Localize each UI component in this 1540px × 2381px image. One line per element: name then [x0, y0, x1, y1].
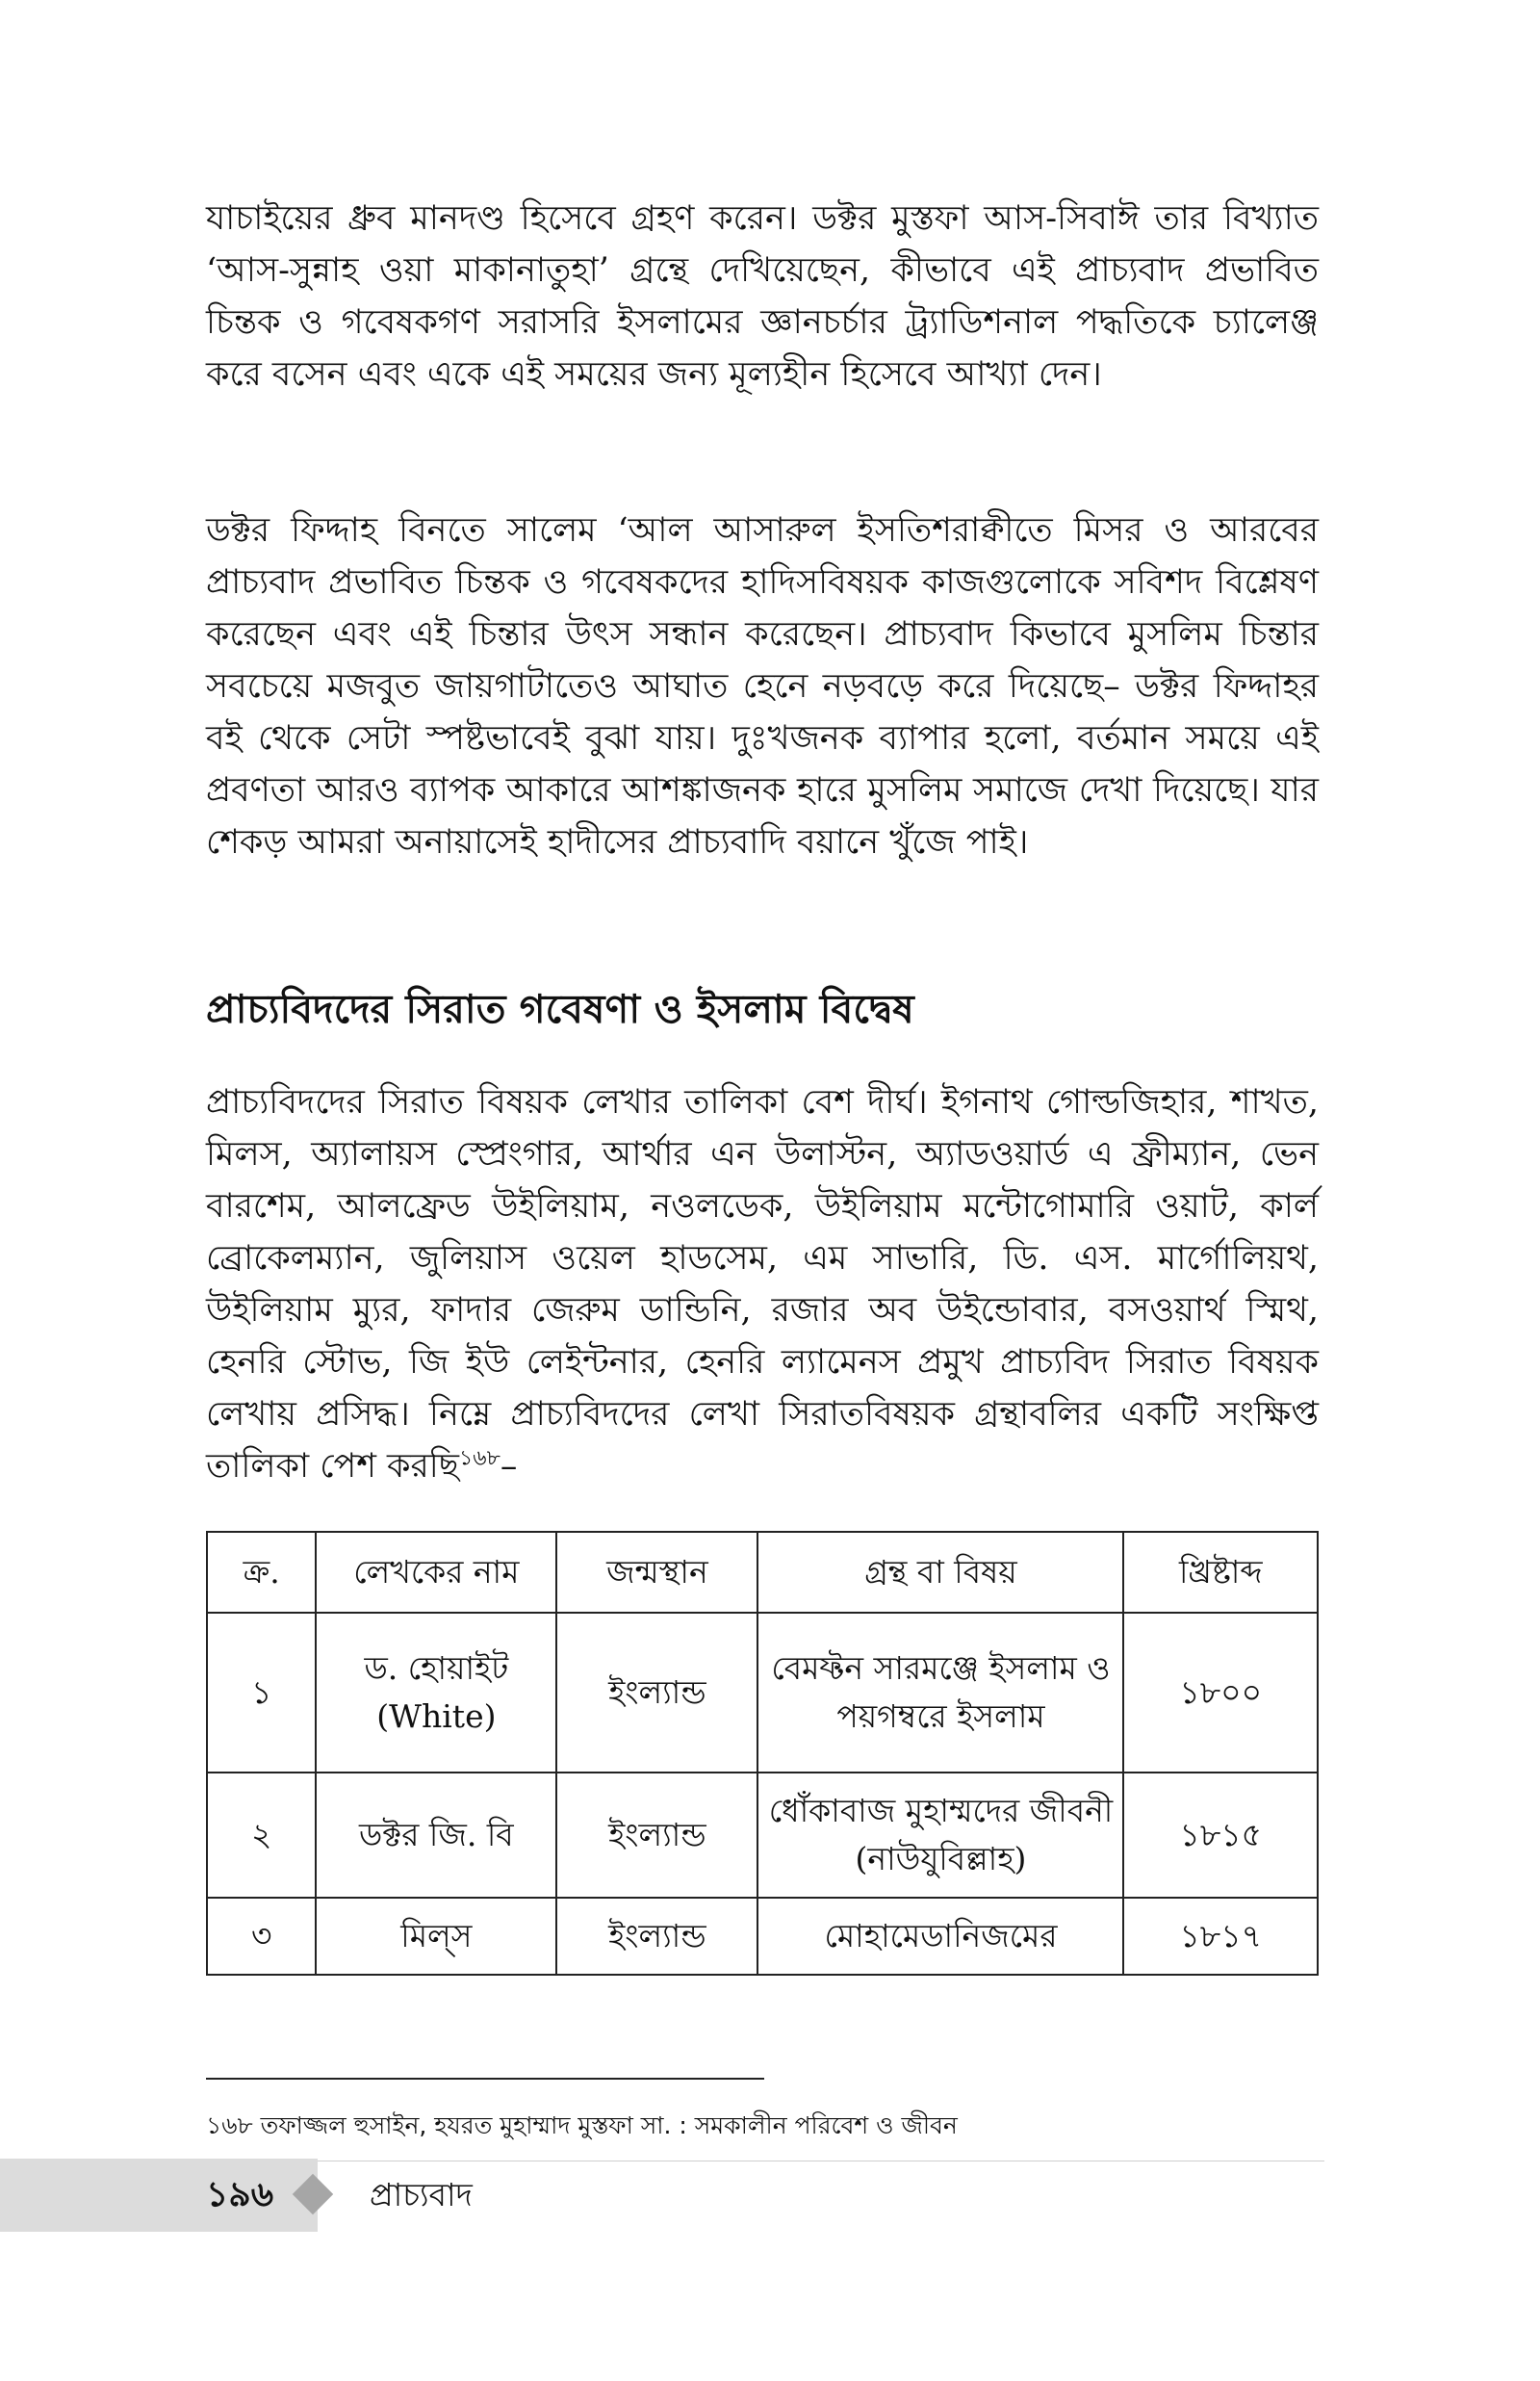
body-paragraph: ডক্টর ফিদ্দাহ বিনতে সালেম ‘আল আসারুল ইসতিশরাক্বীতে মিসর ও আরবের প্রাচ্যবাদ প্রভাবিত চিন্তক ও গবেষকদের হাদিসবিষয়ক কাজগুলোকে সবিশদ বিশ্লেষণ করেছেন এবং এই চিন্তার উৎস সন্ধান করেছেন। প্রাচ্যবাদ কিভাবে মুসলিম চিন্তার সবচেয়ে মজবুত জায়গাটাতেও আঘাত হেনে নড়বড়ে করে দিয়েছে– ডক্টর ফিদ্দাহর বই থেকে সেটা স্পষ্টভাবেই বুঝা যায়। দুঃখজনক ব্যাপার হলো, বর্তমান সময়ে এই প্রবণতা আরও ব্যাপক আকারে আশঙ্কাজনক হারে মুসলিম সমাজে দেখা দিয়েছে। যার শেকড় আমরা অনায়াসেই হাদীসের প্রাচ্যবাদি বয়ানে খুঁজে পাই। — [206, 511, 1319, 862]
author-name: ড. হোয়াইট — [364, 1649, 509, 1687]
running-title: প্রাচ্যবাদ — [370, 2176, 473, 2213]
header-book: গ্রন্থ বা বিষয় — [757, 1532, 1123, 1613]
paragraph-dash: – — [500, 1447, 518, 1486]
header-year: খ্রিষ্টাব্দ — [1123, 1532, 1318, 1613]
cell-author — [316, 1613, 556, 1773]
author-name-english: (White) — [376, 1697, 497, 1735]
footnote-text: ১৬৮ তফাজ্জল হুসাইন, হযরত মুহাম্মাদ মুস্তফা সা. : সমকালীন পরিবেশ ও জীবন — [206, 2111, 958, 2139]
cell-author: মিল্‌স — [316, 1898, 556, 1975]
cell-serial: ২ — [207, 1773, 316, 1898]
header-author: লেখকের নাম — [316, 1532, 556, 1613]
body-paragraph: যাচাইয়ের ধ্রুব মানদণ্ড হিসেবে গ্রহণ করেন। ডক্টর মুস্তফা আস-সিবাঈ তার বিখ্যাত ‘আস-সুন্নাহ ওয়া মাকানাতুহা’ গ্রন্থে দেখিয়েছেন, কীভাবে এই প্রাচ্যবাদ প্রভাবিত চিন্তক ও গবেষকগণ সরাসরি ইসলামের জ্ঞানচর্চার ট্র্যাডিশনাল পদ্ধতিকে চ্যালেঞ্জ করে বসেন এবং একে এই সময়ের জন্য মূল্যহীন হিসেবে আখ্যা দেন। — [206, 199, 1319, 394]
cell-year: ১৮০০ — [1123, 1613, 1318, 1773]
cell-year: ১৮১৭ — [1123, 1898, 1318, 1975]
cell-birthplace: ইংল্যান্ড — [556, 1898, 757, 1975]
header-birthplace: জন্মস্থান — [556, 1532, 757, 1613]
orientalist-books-table — [206, 1531, 1319, 1976]
cell-serial: ৩ — [207, 1898, 316, 1975]
table-row — [207, 1773, 1318, 1898]
cell-serial: ১ — [207, 1613, 316, 1773]
body-paragraph — [206, 1076, 1319, 1492]
header-serial: ক্র. — [207, 1532, 316, 1613]
table-header-row — [207, 1532, 1318, 1613]
table-row — [207, 1613, 1318, 1773]
cell-book: মোহামেডানিজমের — [757, 1898, 1123, 1975]
cell-book: বেমফ্টন সারমঞ্জে ইসলাম ও পয়গম্বরে ইসলাম — [757, 1613, 1123, 1773]
table-row — [207, 1898, 1318, 1975]
cell-book: ধোঁকাবাজ মুহাম্মদের জীবনী (নাউযুবিল্লাহ) — [757, 1773, 1123, 1898]
cell-author: ডক্টর জি. বি — [316, 1773, 556, 1898]
cell-birthplace: ইংল্যান্ড — [556, 1773, 757, 1898]
page-number: ১৯৬ — [206, 2175, 274, 2214]
cell-birthplace: ইংল্যান্ড — [556, 1613, 757, 1773]
footnote-divider — [206, 2078, 764, 2080]
paragraph-text: প্রাচ্যবিদদের সিরাত বিষয়ক লেখার তালিকা বেশ দীর্ঘ। ইগনাথ গোল্ডজিহার, শাখত, মিলস, অ্যালায়স স্প্রেংগার, আর্থার এন উলাস্টন, অ্যাডওয়ার্ড এ ফ্রীম্যান, ভেন বারশেম, আলফ্রেড উইলিয়াম, নওলডেক, উইলিয়াম মন্টোগোমারি ওয়াট, কার্ল ব্রোকেলম্যান, জুলিয়াস ওয়েল হাডসেম, এম সাভারি, ডি. এস. মার্গোলিয়থ, উইলিয়াম ম্যুর, ফাদার জেরুম ডান্ডিনি, রজার অব উইন্ডোবার, বসওয়ার্থ স্মিথ, হেনরি স্টোভ, জি ইউ লেইন্টনার, হেনরি ল্যামেনস প্রমুখ প্রাচ্যবিদ সিরাত বিষয়ক লেখায় প্রসিদ্ধ। নিম্নে প্রাচ্যবিদদের লেখা সিরাতবিষয়ক গ্রন্থাবলির একটি সংক্ষিপ্ত তালিকা পেশ করছি — [206, 1083, 1319, 1486]
section-heading: প্রাচ্যবিদদের সিরাত গবেষণা ও ইসলাম বিদ্বেষ — [206, 986, 914, 1032]
footnote-reference[interactable]: ১৬৮ — [459, 1446, 500, 1471]
cell-year: ১৮১৫ — [1123, 1773, 1318, 1898]
